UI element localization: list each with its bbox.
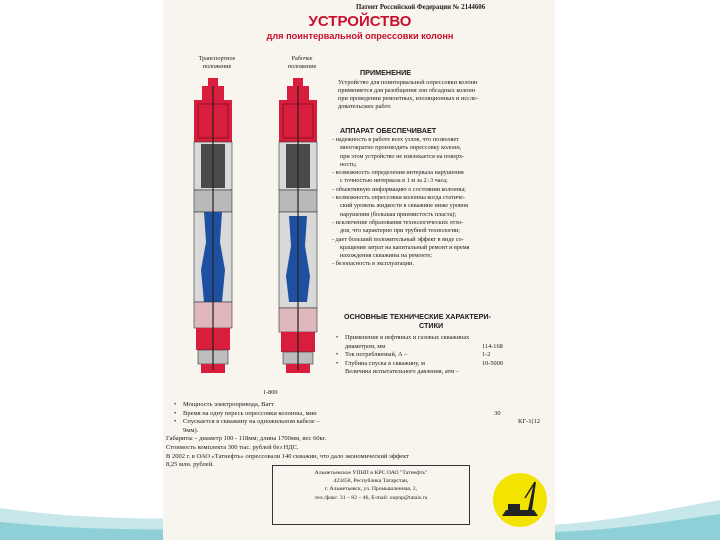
address-line: тел./факс: 31 – 82 – 46, E-mail: oupnp@tatais.ru [314, 494, 428, 501]
spec-label: Глубина спуска в скважину, м [345, 359, 425, 367]
application-line-4: довательских работ. [338, 103, 392, 110]
list-item: - безопасность в эксплуатации. [332, 260, 470, 268]
effect-text-1: В 2002 г. в ОАО «Татнефть» опрессовали 140 скважин, что дало экономический эффект [166, 452, 409, 460]
spec-value: 1-2 [482, 351, 491, 359]
provides-heading: АППАРАТ ОБЕСПЕЧИВАЕТ [340, 126, 437, 135]
list-item: - объективную информацию о состоянии колонны; [332, 186, 470, 194]
time-value: 30 [494, 409, 501, 417]
label-working-line2: положение [287, 63, 317, 70]
spec-value: 10-5000 [482, 359, 503, 367]
effect-text-2: 8,25 млн. рублей. [166, 461, 214, 469]
bullet-icon: • [336, 351, 339, 359]
spec-label-cont: диаметром, мм [345, 342, 386, 350]
row-time: • Время на одну пересь опрессовки колонны, мин 30 [174, 409, 501, 417]
row-power: • Мощность электропривода, Ватт [174, 401, 274, 408]
bullet-icon: • [336, 359, 339, 367]
power-value-label: 1-800 [263, 389, 278, 396]
application-line-1: Устройство для поинтервальной опрессовки колонн [338, 79, 478, 86]
spec-pressure-label: Величина испытательного давления, атм – [345, 368, 459, 376]
bottom-specs [166, 401, 544, 470]
row-cable: • Спускается в скважину на одножильном кабеле – КГ-1(12 [174, 418, 541, 426]
specs-heading-line2: СТИКИ [419, 321, 444, 330]
list-item: - исключение образования технологических отхо- дов, что характерно при трубной технологии; [332, 219, 470, 236]
oil-rig-logo [490, 470, 550, 530]
device-cross-section-drawing [163, 70, 333, 400]
spec-row-current [336, 351, 546, 360]
spec-value: 114-168 [482, 342, 503, 350]
label-working-line1: Рабочее [291, 55, 313, 62]
label-transport-line1: Транспортное [198, 55, 236, 62]
bullet-icon: • [174, 401, 177, 408]
specs-list [336, 334, 546, 377]
list-item: - возможность опрессовки колонны когда статиче- ский уровень жидкости в скважине ниже уровня нарушения (большая приемистость пласта); [332, 194, 470, 219]
label-transport-line2: положение [202, 63, 232, 70]
spec-row-depth [336, 360, 546, 369]
list-item: - дает больший положительный эффект в виде со- кращения затрат на капитальный ремонт и время нахождения скважины на ремонте; [332, 236, 470, 261]
address-line: Альметьевское УПНП и КРС ОАО "Татнефть" [314, 470, 428, 476]
application-heading: ПРИМЕНЕНИЕ [360, 68, 412, 77]
device-working-position [279, 78, 317, 373]
bullet-icon: • [174, 418, 177, 426]
bullet-icon: • [336, 334, 339, 341]
provides-list [332, 136, 470, 269]
cable-value: КГ-1(12 [518, 418, 541, 426]
application-line-2: применяется для разобщения зон обсадных колонн [338, 87, 476, 94]
patent-number: Патент Российской Федерации № 2144606 [356, 4, 486, 11]
document-subtitle: для поинтервальной опрессовки колонн [266, 31, 454, 41]
cable-cont: 9мм). [183, 426, 199, 434]
spec-label: Ток потребляемый, А – [345, 351, 408, 359]
spec-label: Применение в нефтяных и газовых скважинах [345, 334, 470, 341]
contact-address-box [272, 465, 470, 525]
address-line: г. Альметьевск, ул. Промышленная, 2, [324, 486, 418, 493]
list-item: - надежность в работе всех узлов, что позволяет многократно производить опрессовку колонн, при этом устройство не извлекается на поверх- ность; [332, 136, 470, 169]
bullet-icon: • [174, 409, 177, 417]
cost-text: Стоимость комплекта 300 тыс. рублей без НДС. [166, 443, 299, 451]
application-line-3: при проведении ремонтных, изоляционных и иссле- [338, 95, 478, 102]
device-transport-position [194, 78, 232, 373]
specs-heading-line1: ОСНОВНЫЕ ТЕХНИЧЕСКИЕ ХАРАКТЕРИ- [344, 312, 491, 321]
dimensions-text: Габариты – диаметр 100 - 118мм; длина 1700мм, вес 60кг. [166, 435, 327, 443]
list-item: - возможность определения интервала нарушения с точностью интервала в 1 м за 2÷3 часа; [332, 169, 470, 186]
spec-row-diameter [336, 334, 546, 343]
document-title: УСТРОЙСТВО [308, 13, 412, 30]
address-line: 423458, Республика Татарстан, [333, 478, 409, 485]
